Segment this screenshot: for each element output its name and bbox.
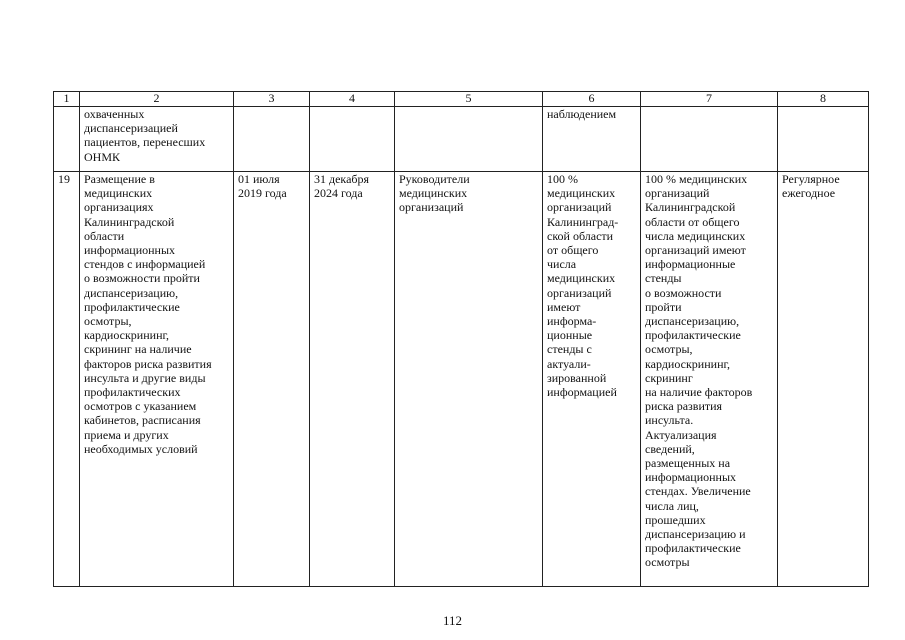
table-cell [641, 107, 778, 172]
table-cell: наблюдением [543, 107, 641, 172]
header-col-1: 1 [54, 92, 80, 107]
table-cell: 100 % медицинских организаций Калининградской области от общего числа медицинских организаций имеют информационные стенды о возможности пройти диспансеризацию, профилактические осмотры, кардиоскрининг, скрининг на наличие факторов риска развития инсульта. Актуализация сведений, размещенных на информационных стендах. Увеличение числа лиц, прошедших диспансеризацию и профилактические осмотры [641, 172, 778, 587]
table-cell: Размещение в медицинских организациях Калининградской области информационных стендов с информацией о возможности пройти диспансеризацию, профилактические осмотры, кардиоскрининг, скрининг на наличие факторов риска развития инсульта и другие виды профилактических осмотров с указанием кабинетов, расписания приема и других необходимых условий [80, 172, 234, 587]
header-col-6: 6 [543, 92, 641, 107]
table-cell: 31 декабря 2024 года [310, 172, 395, 587]
header-col-2: 2 [80, 92, 234, 107]
table-row [54, 172, 869, 587]
header-col-8: 8 [778, 92, 869, 107]
table-cell [395, 107, 543, 172]
table-cell [778, 107, 869, 172]
table-cell [310, 107, 395, 172]
header-col-4: 4 [310, 92, 395, 107]
row-number-cell: 19 [54, 172, 80, 587]
table-cell: Руководители медицинских организаций [395, 172, 543, 587]
header-col-3: 3 [234, 92, 310, 107]
header-row [54, 92, 869, 107]
table-cell: охваченных диспансеризацией пациентов, перенесших ОНМК [80, 107, 234, 172]
table-cell: Регулярное ежегодное [778, 172, 869, 587]
page-number: 112 [442, 613, 463, 628]
header-col-7: 7 [641, 92, 778, 107]
table-row [54, 107, 869, 172]
document-table [53, 91, 869, 587]
table-cell: 100 % медицинских организаций Калининград- ской области от общего числа медицинских организаций имеют информа- ционные стенды с актуали- зированной информацией [543, 172, 641, 587]
table-cell [234, 107, 310, 172]
table-cell [54, 107, 80, 172]
table-cell: 01 июля 2019 года [234, 172, 310, 587]
header-col-5: 5 [395, 92, 543, 107]
